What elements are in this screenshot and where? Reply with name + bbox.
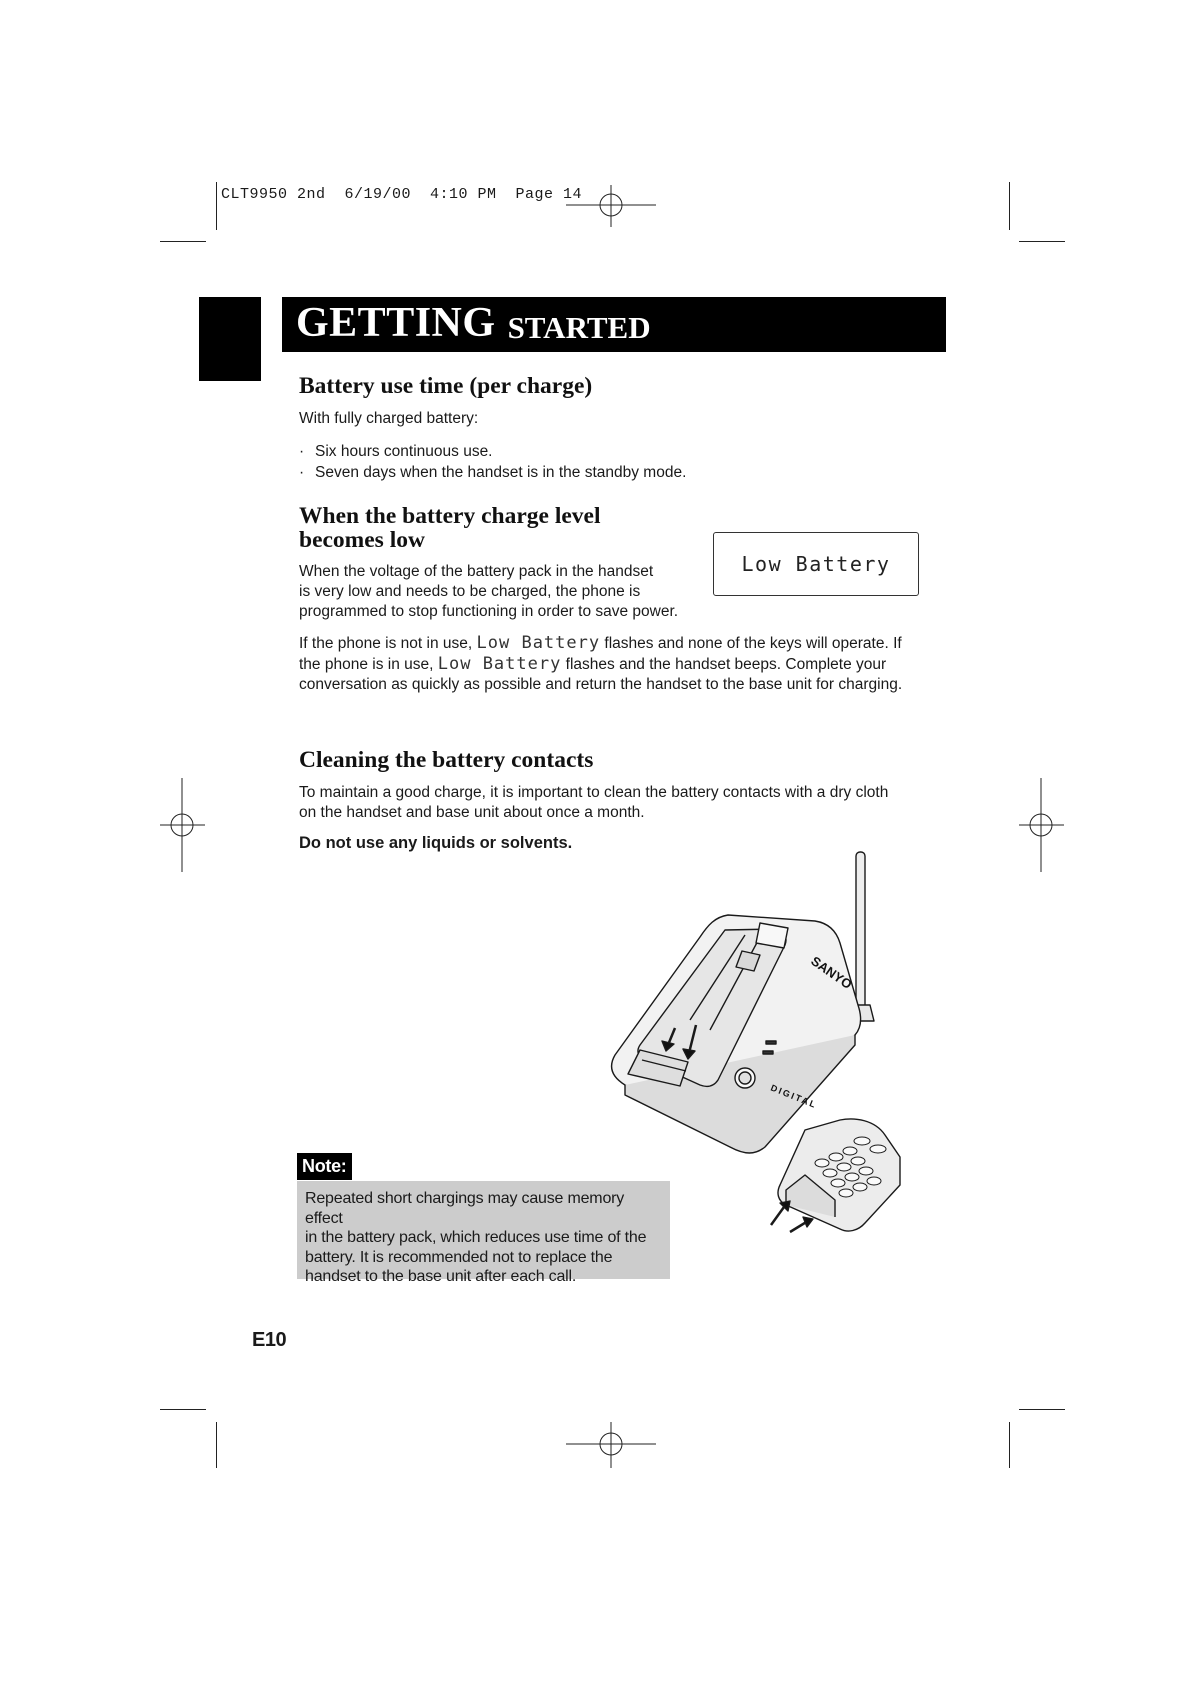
header-title-big: GETTING bbox=[296, 300, 496, 346]
low-charge-paragraph: When the voltage of the battery pack in the handset is very low and needs to be charged, the phone is programmed to stop functioning in order to save power. bbox=[299, 563, 679, 620]
base-label: DIGITAL bbox=[769, 1082, 819, 1111]
list-item: · Seven days when the handset is in the standby mode. bbox=[299, 464, 687, 481]
low-charge-heading: When the battery charge level becomes low bbox=[299, 503, 601, 553]
cleaning-warning: Do not use any liquids or solvents. bbox=[299, 834, 573, 852]
note-label: Note: bbox=[297, 1153, 352, 1180]
battery-use-heading: Battery use time (per charge) bbox=[299, 373, 593, 399]
cleaning-heading: Cleaning the battery contacts bbox=[299, 747, 594, 773]
section-tab bbox=[199, 297, 261, 381]
lcd-display bbox=[713, 532, 919, 596]
low-charge-paragraph-2: If the phone is not in use, Low Battery flashes and none of the keys will operate. If the phone is in use, Low Battery flashes and the handset beeps. Complete your conversation as quickly as possible and return the handset to the base unit for charging. bbox=[299, 633, 903, 693]
header-title-small: STARTED bbox=[507, 310, 651, 345]
brand-logo: SANYO bbox=[808, 953, 855, 992]
cleaning-paragraph: To maintain a good charge, it is important to clean the battery contacts with a dry cloth on the handset and base unit about once a month. bbox=[299, 784, 889, 821]
battery-use-intro: With fully charged battery: bbox=[299, 410, 479, 427]
print-slug: CLT9950 2nd 6/19/00 4:10 PM Page 14 bbox=[221, 186, 583, 203]
note-box: Repeated short chargings may cause memory effect in the battery pack, which reduces use time of the battery. It is recommended not to replace the handset to the base unit after each call. bbox=[297, 1181, 670, 1279]
lcd-text: Low Battery bbox=[741, 552, 891, 576]
list-item: · Six hours continuous use. bbox=[299, 443, 493, 460]
page-number: E10 bbox=[252, 1329, 287, 1351]
section-header bbox=[282, 297, 946, 352]
